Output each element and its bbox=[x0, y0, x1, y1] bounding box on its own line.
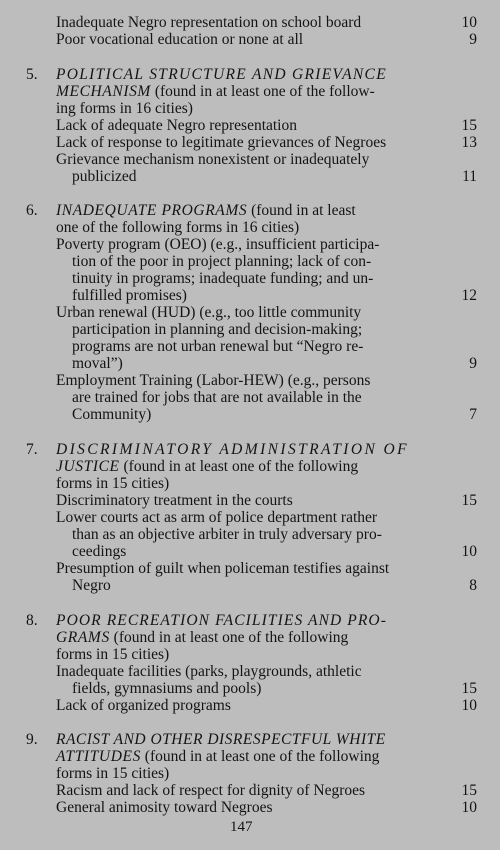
item-text: Community) bbox=[72, 406, 152, 423]
heading-note: (found in at least one of the following bbox=[109, 629, 349, 646]
city-count: 15 bbox=[461, 117, 477, 134]
section-number: 5. bbox=[26, 66, 38, 83]
item-text: Inadequate facilities (parks, playgrounds, athletic bbox=[56, 663, 362, 680]
item-text: ceedings bbox=[72, 543, 127, 560]
city-count: 15 bbox=[461, 680, 477, 697]
item-text: Racism and lack of respect for dignity of Negroes bbox=[56, 782, 366, 799]
item-text: Lower courts act as arm of police department rather bbox=[56, 509, 378, 526]
item-text: fields, gymnasiums and pools) bbox=[72, 680, 262, 697]
item-text: moval”) bbox=[72, 355, 123, 372]
item-text: Inadequate Negro representation on school board bbox=[56, 14, 362, 31]
item-text: Presumption of guilt when policeman testifies against bbox=[56, 560, 390, 577]
city-count: 9 bbox=[469, 355, 477, 372]
page-number: 147 bbox=[230, 819, 253, 835]
section-heading: DISCRIMINATORY ADMINISTRATION OF bbox=[56, 441, 409, 458]
section-heading: GRAMS bbox=[56, 629, 110, 646]
section-number: 6. bbox=[26, 202, 38, 219]
item-text: Urban renewal (HUD) (e.g., too little community bbox=[56, 304, 362, 321]
section-number: 8. bbox=[26, 612, 38, 629]
section-heading: POOR RECREATION FACILITIES AND PRO- bbox=[56, 612, 387, 629]
section-heading-line bbox=[56, 458, 358, 475]
city-count: 12 bbox=[461, 287, 477, 304]
section-heading-line bbox=[56, 202, 356, 219]
item-text: Lack of response to legitimate grievances of Negroes bbox=[56, 134, 387, 151]
city-count: 10 bbox=[461, 799, 477, 816]
section-number: 9. bbox=[26, 731, 38, 748]
city-count: 10 bbox=[461, 697, 477, 714]
heading-note: (found in at least one of the follow- bbox=[150, 83, 375, 100]
city-count: 10 bbox=[461, 543, 477, 560]
item-text: Employment Training (Labor-HEW) (e.g., persons bbox=[56, 372, 371, 389]
city-count: 15 bbox=[461, 782, 477, 799]
city-count: 7 bbox=[469, 406, 477, 423]
section-heading-line bbox=[56, 629, 348, 646]
heading-note: forms in 15 cities) bbox=[56, 765, 170, 782]
item-text: Lack of organized programs bbox=[56, 697, 231, 714]
section-heading-line bbox=[56, 83, 375, 100]
city-count: 9 bbox=[469, 31, 477, 48]
item-text: tinuity in programs; inadequate funding; and un- bbox=[72, 270, 374, 287]
section-heading-line bbox=[56, 748, 379, 765]
section-heading: INADEQUATE PROGRAMS bbox=[56, 202, 248, 219]
section-heading: POLITICAL STRUCTURE AND GRIEVANCE bbox=[56, 66, 387, 83]
section-heading: MECHANISM bbox=[56, 83, 151, 100]
city-count: 10 bbox=[461, 14, 477, 31]
item-text: Lack of adequate Negro representation bbox=[56, 117, 297, 134]
heading-note: forms in 15 cities) bbox=[56, 646, 170, 663]
item-text: Poor vocational education or none at all bbox=[56, 31, 304, 48]
heading-note: one of the following forms in 16 cities) bbox=[56, 219, 300, 236]
heading-note: forms in 15 cities) bbox=[56, 475, 170, 492]
section-number: 7. bbox=[26, 441, 38, 458]
heading-note: ing forms in 16 cities) bbox=[56, 100, 193, 117]
city-count: 11 bbox=[462, 168, 477, 185]
item-text: participation in planning and decision-making; bbox=[72, 321, 363, 338]
section-heading: ATTITUDES bbox=[56, 748, 141, 765]
section-heading: RACIST AND OTHER DISRESPECTFUL WHITE bbox=[56, 731, 386, 748]
item-text: Negro bbox=[72, 577, 111, 594]
item-text: tion of the poor in project planning; lack of con- bbox=[72, 253, 372, 270]
item-text: fulfilled promises) bbox=[72, 287, 187, 304]
city-count: 15 bbox=[461, 492, 477, 509]
item-text: Poverty program (OEO) (e.g., insufficient participa- bbox=[56, 236, 380, 253]
item-text: than as an objective arbiter in truly adversary pro- bbox=[72, 526, 382, 543]
item-text: Discriminatory treatment in the courts bbox=[56, 492, 293, 509]
heading-note: (found in at least one of the following bbox=[119, 458, 359, 475]
item-text: publicized bbox=[72, 168, 137, 185]
item-text: programs are not urban renewal but “Negro re- bbox=[72, 338, 364, 355]
item-text: Grievance mechanism nonexistent or inadequately bbox=[56, 151, 370, 168]
section-heading: JUSTICE bbox=[56, 458, 120, 475]
item-text: are trained for jobs that are not available in the bbox=[72, 389, 362, 406]
item-text: General animosity toward Negroes bbox=[56, 799, 273, 816]
heading-note: (found in at least bbox=[247, 202, 356, 219]
heading-note: (found in at least one of the following bbox=[140, 748, 380, 765]
city-count: 8 bbox=[469, 577, 477, 594]
city-count: 13 bbox=[461, 134, 477, 151]
